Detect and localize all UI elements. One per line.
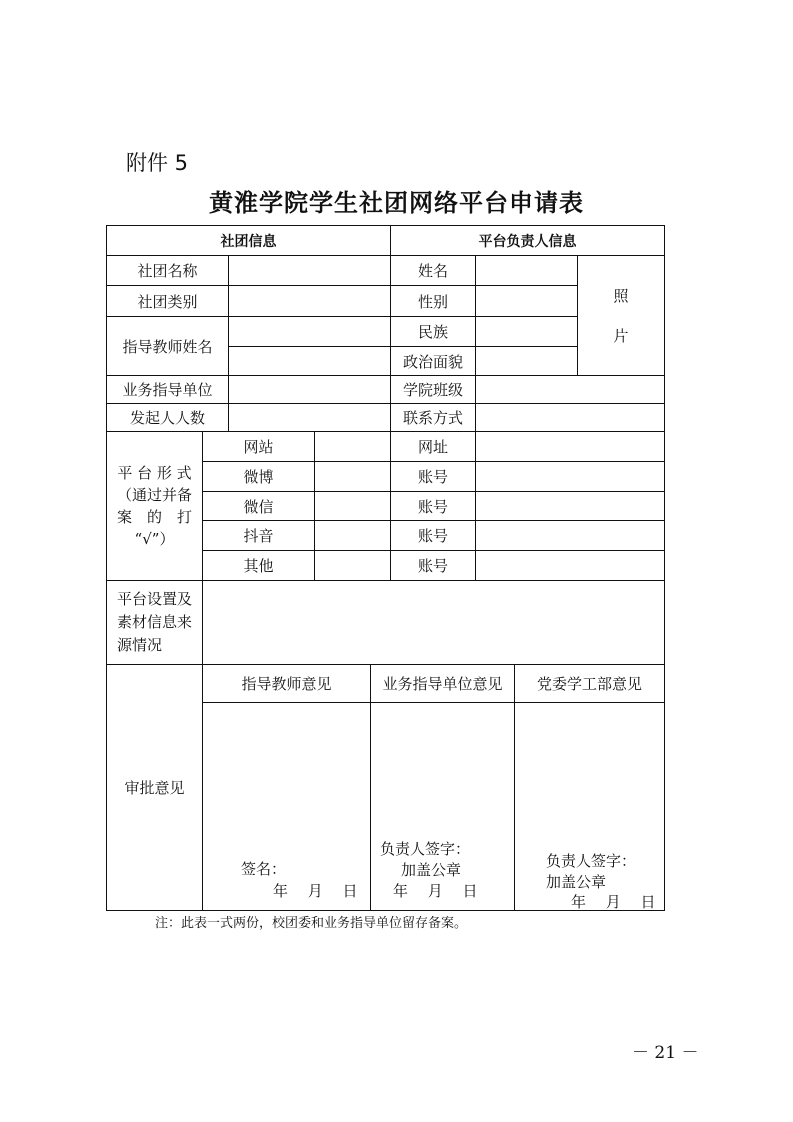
club-name-field[interactable] bbox=[228, 255, 391, 286]
name-field[interactable] bbox=[475, 255, 578, 286]
advisor-opinion-header: 指导教师意见 bbox=[202, 664, 371, 703]
party-seal: 加盖公章 bbox=[546, 873, 607, 891]
college-class-field[interactable] bbox=[475, 375, 665, 404]
platform-check-douyin[interactable] bbox=[314, 520, 391, 551]
unit-responsible-sign: 负责人签字： bbox=[380, 840, 471, 858]
ethnicity-field[interactable] bbox=[475, 316, 578, 347]
platform-type-wechat: 微信 bbox=[202, 491, 315, 521]
founders-count-label: 发起人人数 bbox=[106, 403, 229, 432]
club-type-label: 社团类别 bbox=[106, 285, 229, 317]
platform-field-input-weibo[interactable] bbox=[475, 461, 665, 492]
club-type-field[interactable] bbox=[228, 285, 391, 317]
platform-field-input-wechat[interactable] bbox=[475, 491, 665, 521]
advisor-name-field-2[interactable] bbox=[228, 346, 391, 376]
political-status-field[interactable] bbox=[475, 346, 578, 376]
platform-field-input-other[interactable] bbox=[475, 550, 665, 581]
platform-field-label-weibo: 账号 bbox=[390, 461, 476, 492]
approval-label: 审批意见 bbox=[106, 664, 203, 911]
page-number: － 21 － bbox=[632, 1043, 699, 1063]
platform-form-line-1: 平 台 形 式 bbox=[117, 464, 192, 482]
platform-field-input-url[interactable] bbox=[475, 431, 665, 462]
political-status-label: 政治面貌 bbox=[390, 346, 476, 376]
platform-field-label-wechat: 账号 bbox=[390, 491, 476, 521]
club-name-label: 社团名称 bbox=[106, 255, 229, 286]
advisor-name-label: 指导教师姓名 bbox=[106, 316, 229, 376]
name-label: 姓名 bbox=[390, 255, 476, 286]
platform-type-website: 网站 bbox=[202, 431, 315, 462]
photo-label-2: 片 bbox=[613, 326, 629, 345]
advisor-name-field-1[interactable] bbox=[228, 316, 391, 347]
contact-label: 联系方式 bbox=[390, 403, 476, 432]
settings-line-2: 素材信息来 bbox=[117, 613, 193, 631]
platform-field-label-other: 账号 bbox=[390, 550, 476, 581]
platform-field-label-url: 网址 bbox=[390, 431, 476, 462]
business-unit-field[interactable] bbox=[228, 375, 391, 404]
settings-line-3: 源情况 bbox=[117, 636, 163, 654]
attachment-label: 附件 5 bbox=[126, 151, 189, 175]
section-club-info: 社团信息 bbox=[106, 225, 391, 256]
platform-form-line-2: （通过并备 bbox=[116, 486, 192, 504]
contact-field[interactable] bbox=[475, 403, 665, 432]
founders-count-field[interactable] bbox=[228, 403, 391, 432]
platform-check-weibo[interactable] bbox=[314, 461, 391, 492]
section-platform-lead-info: 平台负责人信息 bbox=[390, 225, 665, 256]
college-class-label: 学院班级 bbox=[390, 375, 476, 404]
platform-field-input-douyin[interactable] bbox=[475, 520, 665, 551]
unit-opinion-header: 业务指导单位意见 bbox=[370, 664, 515, 703]
settings-field[interactable] bbox=[202, 580, 665, 665]
platform-check-website[interactable] bbox=[314, 431, 391, 462]
form-title: 黄淮学院学生社团网络平台申请表 bbox=[209, 188, 584, 217]
unit-seal: 加盖公章 bbox=[401, 861, 462, 879]
platform-type-douyin: 抖音 bbox=[202, 520, 315, 551]
platform-check-other[interactable] bbox=[314, 550, 391, 581]
business-unit-label: 业务指导单位 bbox=[106, 375, 229, 404]
gender-label: 性别 bbox=[390, 285, 476, 317]
gender-field[interactable] bbox=[475, 285, 578, 317]
party-opinion-header: 党委学工部意见 bbox=[514, 664, 665, 703]
platform-form-label bbox=[106, 431, 203, 581]
platform-type-weibo: 微博 bbox=[202, 461, 315, 492]
platform-form-line-3: 案 的 打 bbox=[116, 508, 192, 526]
party-responsible-sign: 负责人签字： bbox=[546, 852, 637, 870]
photo-label-1: 照 bbox=[613, 286, 629, 305]
ethnicity-label: 民族 bbox=[390, 316, 476, 347]
photo-box[interactable] bbox=[577, 255, 665, 376]
settings-line-1: 平台设置及 bbox=[117, 590, 193, 608]
advisor-sign-label: 签名： bbox=[241, 860, 287, 878]
platform-form-line-4: “√”） bbox=[134, 530, 175, 548]
settings-label bbox=[106, 580, 203, 665]
advisor-date: 年 月 日 bbox=[273, 882, 358, 900]
platform-type-other: 其他 bbox=[202, 550, 315, 581]
party-date: 年 月 日 bbox=[571, 893, 656, 911]
platform-field-label-douyin: 账号 bbox=[390, 520, 476, 551]
platform-check-wechat[interactable] bbox=[314, 491, 391, 521]
unit-date: 年 月 日 bbox=[393, 882, 478, 900]
footnote: 注：此表一式两份，校团委和业务指导单位留存备案。 bbox=[155, 916, 468, 931]
